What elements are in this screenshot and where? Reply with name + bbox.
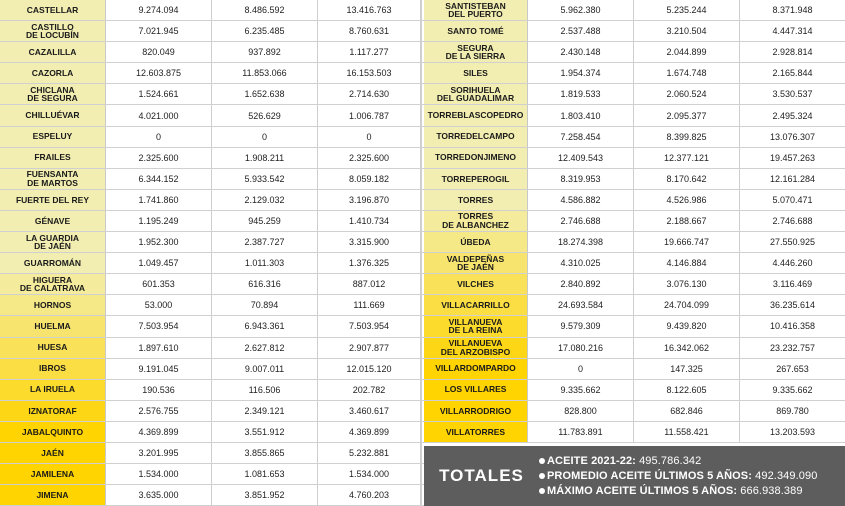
- value-cell-v2: 6.943.361: [212, 316, 318, 336]
- table-row: [0, 63, 424, 84]
- value-cell-v1: 1.954.374: [528, 63, 634, 83]
- municipality-name: LA GUARDIA DE JAÉN: [0, 232, 106, 252]
- municipality-name: VILLATORRES: [424, 422, 528, 442]
- municipality-name: TORREDONJIMENO: [424, 148, 528, 168]
- totals-box: [424, 446, 845, 506]
- municipality-name: GUARROMÁN: [0, 253, 106, 273]
- municipality-name: CAZALILLA: [0, 42, 106, 62]
- value-cell-v1: 2.576.755: [106, 401, 212, 421]
- table-row: [424, 42, 845, 63]
- table-row: [424, 190, 845, 211]
- value-cell-v1: 9.335.662: [528, 380, 634, 400]
- municipality-name: TORRES DE ALBANCHEZ: [424, 211, 528, 231]
- value-cell-v2: 3.076.130: [634, 274, 740, 294]
- municipality-name: VILLANUEVA DEL ARZOBISPO: [424, 338, 528, 358]
- table-row: [0, 295, 424, 316]
- table-row: [0, 148, 424, 169]
- municipality-name: SANTISTEBAN DEL PUERTO: [424, 0, 528, 20]
- table-row: [0, 274, 424, 295]
- value-cell-v3: 8.059.182: [318, 169, 422, 189]
- table-row: [0, 253, 424, 274]
- value-cell-v2: 4.526.986: [634, 190, 740, 210]
- value-cell-v1: 7.021.945: [106, 21, 212, 41]
- value-cell-v3: 12.161.284: [769, 173, 816, 184]
- value-cell-v1: 3.201.995: [106, 443, 212, 463]
- value-cell-v1: 8.319.953: [528, 169, 634, 189]
- value-cell-v3: 111.669: [318, 295, 422, 315]
- table-row: [424, 169, 845, 190]
- table-row: [424, 338, 845, 359]
- bullet-icon: [539, 488, 545, 494]
- value-cell-v2: 5.933.542: [212, 169, 318, 189]
- municipality-name: GÉNAVE: [0, 211, 106, 231]
- value-cell-v1: 2.430.148: [528, 42, 634, 62]
- value-cell-v3: 2.165.844: [772, 68, 813, 79]
- table-row: [424, 63, 845, 84]
- value-cell-v2: 2.349.121: [212, 401, 318, 421]
- municipality-name: VILCHES: [424, 274, 528, 294]
- value-cell-v3: 3.530.537: [772, 89, 813, 100]
- value-cell-v3: 2.907.877: [318, 338, 422, 358]
- municipality-name: TORRES: [424, 190, 528, 210]
- value-cell-v1: 1.897.610: [106, 338, 212, 358]
- right-table: [424, 0, 845, 443]
- municipality-name: HIGUERA DE CALATRAVA: [0, 274, 106, 294]
- value-cell-v3: 1.006.787: [318, 105, 422, 125]
- table-row: [424, 380, 845, 401]
- value-cell-v3: 7.503.954: [318, 316, 422, 336]
- value-cell-v2: 24.704.099: [634, 295, 740, 315]
- value-cell-v1: 3.635.000: [106, 485, 212, 505]
- municipality-name: CHILLUÉVAR: [0, 105, 106, 125]
- value-cell-v2: 8.122.605: [634, 380, 740, 400]
- municipality-name: IZNATORAF: [0, 401, 106, 421]
- value-cell-v3: 12.015.120: [318, 359, 422, 379]
- municipality-name: JIMENA: [0, 485, 106, 505]
- value-cell-v1: 0: [528, 359, 634, 379]
- value-cell-v3: 1.376.325: [318, 253, 422, 273]
- municipality-name: ESPELUY: [0, 127, 106, 147]
- value-cell-v2: 8.486.592: [212, 0, 318, 20]
- bullet-icon: [539, 473, 545, 479]
- value-cell-v2: 945.259: [212, 211, 318, 231]
- value-cell-v3: 9.335.662: [772, 384, 813, 395]
- value-cell-v2: 8.170.642: [634, 169, 740, 189]
- value-cell-v2: 9.439.820: [634, 316, 740, 336]
- value-cell-v1: 4.369.899: [106, 422, 212, 442]
- value-cell-v2: 526.629: [212, 105, 318, 125]
- municipality-name: SILES: [424, 63, 528, 83]
- table-row: [0, 211, 424, 232]
- value-cell-v3: 3.315.900: [318, 232, 422, 252]
- value-cell-v1: 9.191.045: [106, 359, 212, 379]
- value-cell-v2: 2.129.032: [212, 190, 318, 210]
- table-row: [424, 359, 845, 380]
- value-cell-v2: 1.011.303: [212, 253, 318, 273]
- municipality-name: HUESA: [0, 338, 106, 358]
- value-cell-v3: 202.782: [318, 380, 422, 400]
- value-cell-v2: 70.894: [212, 295, 318, 315]
- table-row: [0, 21, 424, 42]
- value-cell-v3: 36.235.614: [769, 300, 816, 311]
- municipality-name: HORNOS: [0, 295, 106, 315]
- table-row: [424, 127, 845, 148]
- value-cell-v1: 24.693.584: [528, 295, 634, 315]
- value-cell-v1: 2.325.600: [106, 148, 212, 168]
- municipality-name: LOS VILLARES: [424, 380, 528, 400]
- municipality-name: HUELMA: [0, 316, 106, 336]
- municipality-name: VILLARRODRIGO: [424, 401, 528, 421]
- value-cell-v1: 4.586.882: [528, 190, 634, 210]
- municipality-name: CASTILLO DE LOCUBÍN: [0, 21, 106, 41]
- value-cell-v1: 1.524.661: [106, 84, 212, 104]
- municipality-name: JAMILENA: [0, 464, 106, 484]
- value-cell-v1: 0: [106, 127, 212, 147]
- municipality-name: LA IRUELA: [0, 380, 106, 400]
- table-row: [424, 211, 845, 232]
- value-cell-v3: 5.070.471: [772, 194, 813, 205]
- value-cell-v1: 11.783.891: [528, 422, 634, 442]
- total-line-aceite: [539, 455, 817, 467]
- value-cell-v3: 4.760.203: [318, 485, 422, 505]
- value-cell-v2: 116.506: [212, 380, 318, 400]
- table-row: [0, 42, 424, 63]
- value-cell-v2: 616.316: [212, 274, 318, 294]
- value-cell-v1: 9.274.094: [106, 0, 212, 20]
- municipality-name: TORREDELCAMPO: [424, 127, 528, 147]
- value-cell-v2: 3.551.912: [212, 422, 318, 442]
- table-row: [424, 401, 845, 422]
- municipality-name: TORREPEROGIL: [424, 169, 528, 189]
- value-cell-v2: 2.387.727: [212, 232, 318, 252]
- value-cell-v2: 937.892: [212, 42, 318, 62]
- bullet-icon: [539, 458, 545, 464]
- value-cell-v1: 2.537.488: [528, 21, 634, 41]
- value-cell-v2: 0: [212, 127, 318, 147]
- table-row: [424, 316, 845, 337]
- value-cell-v2: 4.146.884: [634, 253, 740, 273]
- value-cell-v3: 1.534.000: [318, 464, 422, 484]
- value-cell-v3: 13.416.763: [318, 0, 422, 20]
- value-cell-v2: 1.908.211: [212, 148, 318, 168]
- value-cell-v2: 8.399.825: [634, 127, 740, 147]
- value-cell-v2: 3.855.865: [212, 443, 318, 463]
- value-cell-v1: 9.579.309: [528, 316, 634, 336]
- value-cell-v2: 2.627.812: [212, 338, 318, 358]
- value-cell-v2: 9.007.011: [212, 359, 318, 379]
- table-row: [0, 316, 424, 337]
- value-cell-v3: 0: [318, 127, 422, 147]
- value-cell-v1: 1.049.457: [106, 253, 212, 273]
- table-row: [0, 232, 424, 253]
- value-cell-v1: 6.344.152: [106, 169, 212, 189]
- municipality-name: FRAILES: [0, 148, 106, 168]
- table-row: [424, 21, 845, 42]
- value-cell-v3: 2.714.630: [318, 84, 422, 104]
- total-label: ACEITE 2021-22:: [547, 455, 636, 467]
- table-row: [0, 127, 424, 148]
- value-cell-v1: 2.840.892: [528, 274, 634, 294]
- table-row: [0, 401, 424, 422]
- value-cell-v2: 5.235.244: [634, 0, 740, 20]
- municipality-name: CHICLANA DE SEGURA: [0, 84, 106, 104]
- municipality-name: JABALQUINTO: [0, 422, 106, 442]
- table-row: [0, 84, 424, 105]
- municipality-name: VILLARDOMPARDO: [424, 359, 528, 379]
- municipality-name: IBROS: [0, 359, 106, 379]
- totals-label: TOTALES: [439, 466, 524, 485]
- value-cell-v1: 1.952.300: [106, 232, 212, 252]
- municipality-name: VILLANUEVA DE LA REINA: [424, 316, 528, 336]
- table-row: [0, 485, 424, 506]
- value-cell-v2: 2.095.377: [634, 105, 740, 125]
- value-cell-v1: 1.819.533: [528, 84, 634, 104]
- value-cell-v1: 1.534.000: [106, 464, 212, 484]
- table-row: [0, 359, 424, 380]
- total-value: 666.938.389: [740, 485, 803, 497]
- total-line-promedio: [539, 470, 817, 482]
- value-cell-v3: 4.447.314: [772, 26, 813, 37]
- value-cell-v2: 1.652.638: [212, 84, 318, 104]
- table-row: [0, 422, 424, 443]
- value-cell-v2: 2.044.899: [634, 42, 740, 62]
- table-row: [424, 105, 845, 126]
- table-row: [0, 190, 424, 211]
- table-row: [0, 380, 424, 401]
- municipality-name: SEGURA DE LA SIERRA: [424, 42, 528, 62]
- value-cell-v1: 12.603.875: [106, 63, 212, 83]
- value-cell-v2: 11.853.066: [212, 63, 318, 83]
- value-cell-v1: 4.310.025: [528, 253, 634, 273]
- table-row: [0, 169, 424, 190]
- value-cell-v1: 17.080.216: [528, 338, 634, 358]
- municipality-name: CASTELLAR: [0, 0, 106, 20]
- table-row: [0, 443, 424, 464]
- value-cell-v3: 19.457.263: [769, 152, 816, 163]
- municipality-name: TORREBLASCOPEDRO: [424, 105, 528, 125]
- value-cell-v3: 1.410.734: [318, 211, 422, 231]
- value-cell-v2: 3.210.504: [634, 21, 740, 41]
- value-cell-v3: 2.928.814: [772, 47, 813, 58]
- table-row: [0, 464, 424, 485]
- value-cell-v2: 147.325: [634, 359, 740, 379]
- value-cell-v1: 1.195.249: [106, 211, 212, 231]
- value-cell-v3: 1.117.277: [318, 42, 422, 62]
- value-cell-v1: 2.746.688: [528, 211, 634, 231]
- value-cell-v2: 2.188.667: [634, 211, 740, 231]
- value-cell-v3: 8.371.948: [772, 5, 813, 16]
- total-value: 495.786.342: [639, 455, 702, 467]
- value-cell-v3: 2.495.324: [772, 110, 813, 121]
- value-cell-v1: 4.021.000: [106, 105, 212, 125]
- table-row: [424, 232, 845, 253]
- value-cell-v1: 18.274.398: [528, 232, 634, 252]
- value-cell-v3: 5.232.881: [318, 443, 422, 463]
- value-cell-v1: 53.000: [106, 295, 212, 315]
- table-row: [0, 0, 424, 21]
- total-value: 492.349.090: [755, 470, 818, 482]
- value-cell-v2: 2.060.524: [634, 84, 740, 104]
- value-cell-v2: 6.235.485: [212, 21, 318, 41]
- table-row: [424, 84, 845, 105]
- value-cell-v3: 13.203.593: [769, 426, 816, 437]
- municipality-name: CAZORLA: [0, 63, 106, 83]
- value-cell-v3: 16.153.503: [318, 63, 422, 83]
- municipality-name: FUERTE DEL REY: [0, 190, 106, 210]
- value-cell-v3: 27.550.925: [769, 237, 816, 248]
- value-cell-v2: 16.342.062: [634, 338, 740, 358]
- value-cell-v3: 3.196.870: [318, 190, 422, 210]
- municipality-name: ÚBEDA: [424, 232, 528, 252]
- total-label: PROMEDIO ACEITE ÚLTIMOS 5 AÑOS:: [547, 470, 752, 482]
- value-cell-v2: 19.666.747: [634, 232, 740, 252]
- value-cell-v3: 10.416.358: [769, 321, 816, 332]
- totals-lines: [539, 455, 817, 497]
- value-cell-v3: 8.760.631: [318, 21, 422, 41]
- total-label: MÁXIMO ACEITE ÚLTIMOS 5 AÑOS:: [547, 485, 738, 497]
- value-cell-v3: 4.446.260: [772, 258, 813, 269]
- value-cell-v1: 1.803.410: [528, 105, 634, 125]
- municipality-name: SANTO TOMÉ: [424, 21, 528, 41]
- value-cell-v2: 1.674.748: [634, 63, 740, 83]
- municipality-name: VALDEPEÑAS DE JAÉN: [424, 253, 528, 273]
- value-cell-v1: 12.409.543: [528, 148, 634, 168]
- value-cell-v2: 3.851.952: [212, 485, 318, 505]
- municipality-name: SORIHUELA DEL GUADALIMAR: [424, 84, 528, 104]
- value-cell-v3: 4.369.899: [318, 422, 422, 442]
- table-row: [0, 338, 424, 359]
- municipality-name: JAÉN: [0, 443, 106, 463]
- table-row: [424, 253, 845, 274]
- value-cell-v1: 820.049: [106, 42, 212, 62]
- municipality-name: FUENSANTA DE MARTOS: [0, 169, 106, 189]
- value-cell-v1: 7.503.954: [106, 316, 212, 336]
- table-row: [424, 274, 845, 295]
- value-cell-v1: 601.353: [106, 274, 212, 294]
- value-cell-v3: 23.232.757: [769, 342, 816, 353]
- value-cell-v1: 5.962.380: [528, 0, 634, 20]
- value-cell-v1: 1.741.860: [106, 190, 212, 210]
- value-cell-v3: 2.325.600: [318, 148, 422, 168]
- value-cell-v3: 3.460.617: [318, 401, 422, 421]
- table-row: [0, 105, 424, 126]
- value-cell-v1: 190.536: [106, 380, 212, 400]
- value-cell-v3: 869.780: [776, 405, 809, 416]
- value-cell-v1: 828.800: [528, 401, 634, 421]
- value-cell-v3: 267.653: [776, 363, 809, 374]
- municipality-name: VILLACARRILLO: [424, 295, 528, 315]
- value-cell-v2: 682.846: [634, 401, 740, 421]
- value-cell-v2: 1.081.653: [212, 464, 318, 484]
- value-cell-v3: 2.746.688: [772, 215, 813, 226]
- value-cell-v3: 3.116.469: [772, 279, 813, 290]
- value-cell-v2: 12.377.121: [634, 148, 740, 168]
- table-row: [424, 148, 845, 169]
- value-cell-v1: 7.258.454: [528, 127, 634, 147]
- table-row: [424, 295, 845, 316]
- table-row: [424, 0, 845, 21]
- value-cell-v2: 11.558.421: [634, 422, 740, 442]
- value-cell-v3: 887.012: [318, 274, 422, 294]
- table-row: [424, 422, 845, 443]
- value-cell-v3: 13.076.307: [769, 131, 816, 142]
- total-line-maximo: [539, 485, 817, 497]
